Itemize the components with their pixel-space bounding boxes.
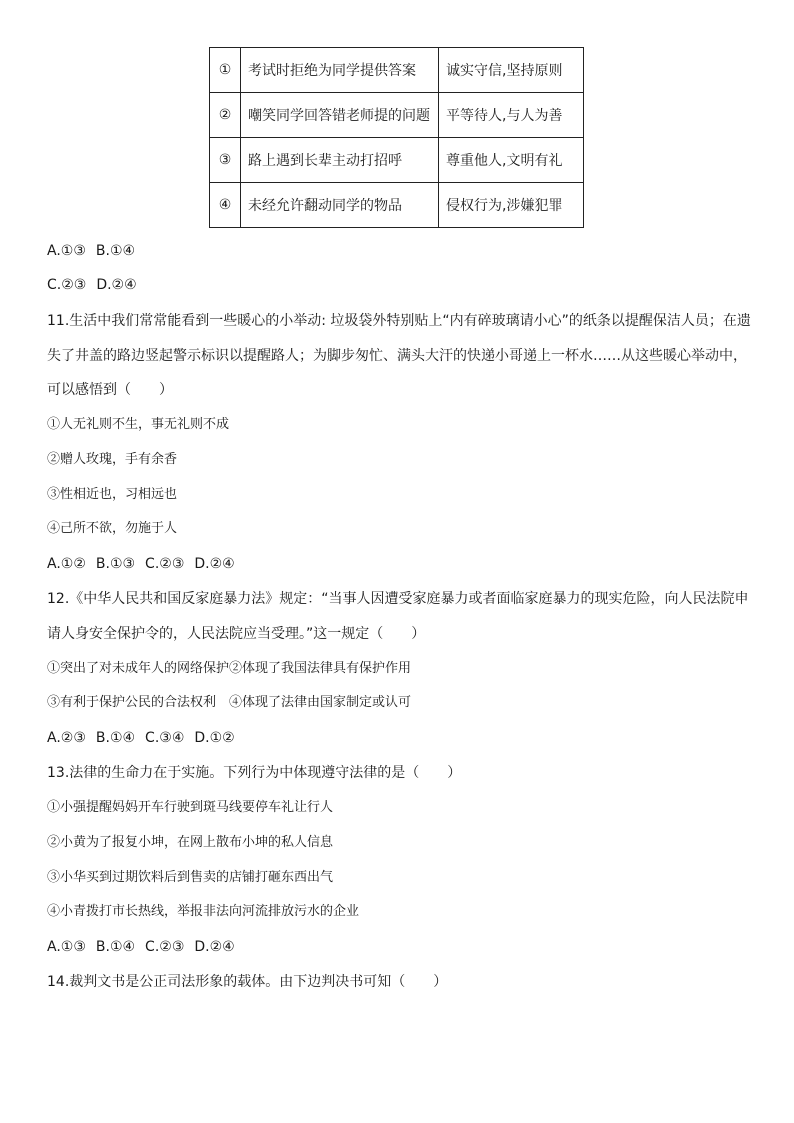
table-row — [210, 48, 584, 93]
q11-stem-line-2: 失了井盖的路边竖起警示标识以提醒路人；为脚步匆忙、满头大汗的快递小哥递上一杯水……从这些暖心举动中， — [47, 348, 747, 364]
q12-stem-line-1: 12.《中华人民共和国反家庭暴力法》规定：“当事人因遭受家庭暴力或者面临家庭暴力的现实危险，向人民法院申 — [47, 591, 749, 607]
q11-option-4: ④己所不欲，勿施于人 — [47, 521, 178, 536]
q13-stem: 13.法律的生命力在于实施。下列行为中体现遵守法律的是（ ） — [47, 765, 462, 781]
q13-choices — [47, 938, 245, 956]
q13-option-4: ④小青拨打市长热线，举报非法向河流排放污水的企业 — [47, 904, 360, 919]
q10-choices-line-2 — [47, 276, 147, 294]
q10-choices-line-1 — [47, 242, 145, 260]
q11-option-3: ③性相近也，习相远也 — [47, 487, 178, 502]
table-row — [210, 183, 584, 228]
evaluation-cell: 侵权行为,涉嫌犯罪 — [439, 183, 584, 228]
behavior-cell: 路上遇到长辈主动打招呼 — [241, 138, 439, 183]
choice-b: B.①④ — [95, 939, 136, 955]
choice-c: C.②③ — [145, 556, 185, 572]
row-number: ① — [210, 48, 241, 93]
q11-stem-line-1: 11.生活中我们常常能看到一些暖心的小举动: 垃圾袋外特别贴上“内有碎玻璃请小心”的纸条以提醒保洁人员；在遗 — [47, 313, 751, 329]
table-row — [210, 93, 584, 138]
evaluation-cell: 诚实守信,坚持原则 — [439, 48, 584, 93]
choice-d: D.②④ — [96, 277, 137, 293]
q14-stem: 14.裁判文书是公正司法形象的载体。由下边判决书可知（ ） — [47, 974, 448, 990]
row-number: ② — [210, 93, 241, 138]
q12-stem-line-2: 请人身安全保护令的，人民法院应当受理。”这一规定（ ） — [47, 626, 426, 642]
q11-choices — [47, 555, 245, 573]
behavior-cell: 未经允许翻动同学的物品 — [241, 183, 439, 228]
evaluation-cell: 尊重他人,文明有礼 — [439, 138, 584, 183]
q11-stem-line-3: 可以感悟到（ ） — [47, 382, 173, 398]
q13-option-3: ③小华买到过期饮料后到售卖的店铺打砸东西出气 — [47, 870, 334, 885]
q12-option-line-1: ①突出了对未成年人的网络保护②体现了我国法律具有保护作用 — [47, 661, 412, 676]
choice-a: A.①③ — [47, 243, 86, 259]
behavior-cell: 考试时拒绝为同学提供答案 — [241, 48, 439, 93]
choice-c: C.③④ — [145, 730, 185, 746]
q11-option-2: ②赠人玫瑰，手有余香 — [47, 452, 178, 467]
evaluation-cell: 平等待人,与人为善 — [439, 93, 584, 138]
choice-a: A.①② — [47, 556, 86, 572]
choice-c: C.②③ — [145, 939, 185, 955]
behavior-evaluation-table — [209, 47, 584, 228]
choice-d: D.②④ — [194, 556, 235, 572]
choice-c: C.②③ — [47, 277, 87, 293]
q12-choices — [47, 729, 245, 747]
q13-option-2: ②小黄为了报复小坤，在网上散布小坤的私人信息 — [47, 835, 334, 850]
choice-a: A.①③ — [47, 939, 86, 955]
table-row — [210, 138, 584, 183]
choice-a: A.②③ — [47, 730, 86, 746]
q11-option-1: ①人无礼则不生，事无礼则不成 — [47, 417, 230, 432]
choice-d: D.①② — [194, 730, 235, 746]
behavior-cell: 嘲笑同学回答错老师提的问题 — [241, 93, 439, 138]
choice-b: B.①④ — [95, 243, 136, 259]
choice-b: B.①④ — [95, 730, 136, 746]
choice-b: B.①③ — [95, 556, 136, 572]
row-number: ③ — [210, 138, 241, 183]
row-number: ④ — [210, 183, 241, 228]
q13-option-1: ①小强提醒妈妈开车行驶到斑马线要停车礼让行人 — [47, 800, 334, 815]
choice-d: D.②④ — [194, 939, 235, 955]
q12-option-line-2: ③有利于保护公民的合法权利 ④体现了法律由国家制定或认可 — [47, 695, 412, 710]
